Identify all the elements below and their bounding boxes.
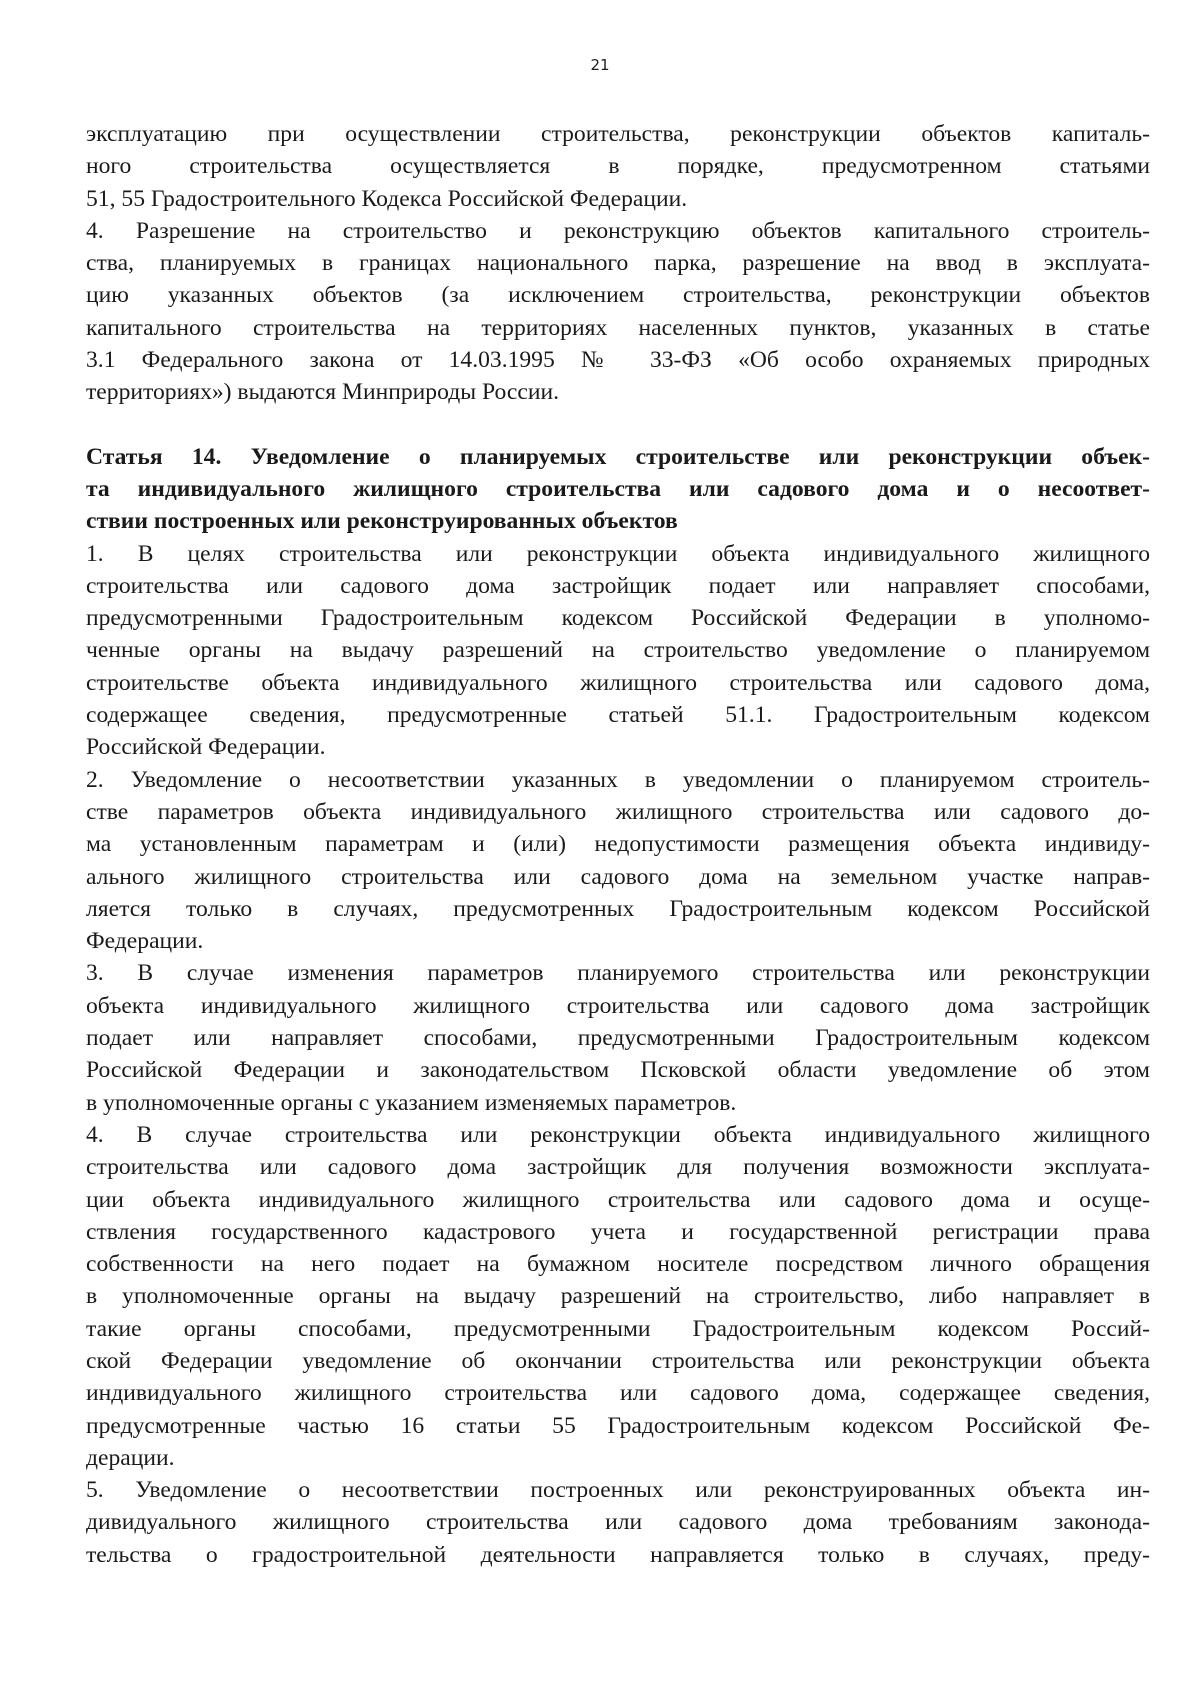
text-line: 5. Уведомление о несоответствии построенных или реконструированных объекта ин- xyxy=(86,1477,1150,1504)
text-line: Федерации. xyxy=(86,928,204,955)
text-line: Российской Федерации и законодательством Псковской области уведомление об этом xyxy=(86,1057,1150,1084)
text-line: в уполномоченные органы на выдачу разрешений на строительство, либо направляет в xyxy=(86,1283,1150,1310)
text-line: та индивидуального жилищного строительства или садового дома и о несоответ- xyxy=(86,475,1150,502)
text-line: строительства или садового дома застройщик подает или направляет способами, xyxy=(86,572,1150,599)
text-line: капитального строительства на территориях населенных пунктов, указанных в статье xyxy=(86,314,1150,341)
text-line: дерации. xyxy=(86,1444,175,1471)
text-line: ного строительства осуществляется в порядке, предусмотренном статьями xyxy=(86,153,1150,180)
continuation-paragraph xyxy=(86,118,1150,215)
text-line: 3. В случае изменения параметров планируемого строительства или реконструкции xyxy=(86,960,1150,987)
page-number: 21 xyxy=(590,56,610,74)
text-line: строительстве объекта индивидуального жилищного строительства или садового дома, xyxy=(86,669,1150,696)
text-line: стве параметров объекта индивидуального жилищного строительства или садового до- xyxy=(86,798,1150,825)
text-line: такие органы способами, предусмотренными Градостроительным кодексом Россий- xyxy=(86,1315,1150,1342)
text-line: 4. Разрешение на строительство и реконструкцию объектов капитального строитель- xyxy=(86,217,1150,244)
text-line: ствления государственного кадастрового учета и государственной регистрации права xyxy=(86,1218,1150,1245)
text-line: 51, 55 Градостроительного Кодекса Российской Федерации. xyxy=(86,185,688,212)
text-line: 3.1 Федерального закона от 14.03.1995 № 33-ФЗ «Об особо охраняемых природных xyxy=(86,347,1150,374)
article-14-paragraph-1 xyxy=(86,538,1150,764)
text-line: дивидуального жилищного строительства или садового дома требованиям законода- xyxy=(86,1509,1150,1536)
text-line: 2. Уведомление о несоответствии указанных в уведомлении о планируемом строитель- xyxy=(86,766,1150,793)
text-line: ального жилищного строительства или садового дома на земельном участке направ- xyxy=(86,863,1150,890)
text-line: ствии построенных или реконструированных объектов xyxy=(86,508,678,535)
text-line: собственности на него подает на бумажном носителе посредством личного обращения xyxy=(86,1251,1150,1278)
article-14-paragraph-5 xyxy=(86,1474,1150,1571)
text-line: эксплуатацию при осуществлении строительства, реконструкции объектов капиталь- xyxy=(86,121,1150,147)
article-14-paragraph-3 xyxy=(86,957,1150,1118)
text-line: ма установленным параметрам и (или) недопустимости размещения объекта индивиду- xyxy=(86,831,1150,858)
text-line: предусмотренные частью 16 статьи 55 Градостроительным кодексом Российской Фе- xyxy=(86,1412,1150,1439)
article-14-heading xyxy=(86,441,1150,538)
text-line: в уполномоченные органы с указанием изменяемых параметров. xyxy=(86,1089,737,1116)
text-line: объекта индивидуального жилищного строительства или садового дома застройщик xyxy=(86,992,1150,1019)
text-line: строительства или садового дома застройщик для получения возможности эксплуата- xyxy=(86,1154,1150,1181)
text-line: тельства о градостроительной деятельности направляется только в случаях, преду- xyxy=(86,1541,1150,1568)
text-line: индивидуального жилищного строительства или садового дома, содержащее сведения, xyxy=(86,1380,1150,1407)
text-line: ляется только в случаях, предусмотренных Градостроительным кодексом Российской xyxy=(86,895,1150,922)
text-line: Российской Федерации. xyxy=(86,734,326,761)
article-14-paragraph-2 xyxy=(86,764,1150,958)
text-line: цию указанных объектов (за исключением строительства, реконструкции объектов xyxy=(86,282,1150,309)
text-line: 4. В случае строительства или реконструкции объекта индивидуального жилищного xyxy=(86,1121,1150,1148)
text-line: территориях») выдаются Минприроды России. xyxy=(86,379,559,406)
text-line: ции объекта индивидуального жилищного строительства или садового дома и осуще- xyxy=(86,1186,1150,1213)
paragraph-4-prev-article xyxy=(86,215,1150,409)
document-body xyxy=(86,118,1150,1571)
text-line: содержащее сведения, предусмотренные статьей 51.1. Градостроительным кодексом xyxy=(86,702,1150,729)
text-line: ства, планируемых в границах национального парка, разрешение на ввод в эксплуата- xyxy=(86,250,1150,277)
text-line: подает или направляет способами, предусмотренными Градостроительным кодексом xyxy=(86,1025,1150,1052)
text-line: ченные органы на выдачу разрешений на строительство уведомление о планируемом xyxy=(86,637,1150,664)
text-line: предусмотренными Градостроительным кодексом Российской Федерации в уполномо- xyxy=(86,605,1150,632)
text-line: 1. В целях строительства или реконструкции объекта индивидуального жилищного xyxy=(86,540,1150,567)
article-14-paragraph-4 xyxy=(86,1119,1150,1474)
text-line: ской Федерации уведомление об окончании строительства или реконструкции объекта xyxy=(86,1347,1150,1374)
text-line: Статья 14. Уведомление о планируемых строительстве или реконструкции объек- xyxy=(86,443,1150,470)
